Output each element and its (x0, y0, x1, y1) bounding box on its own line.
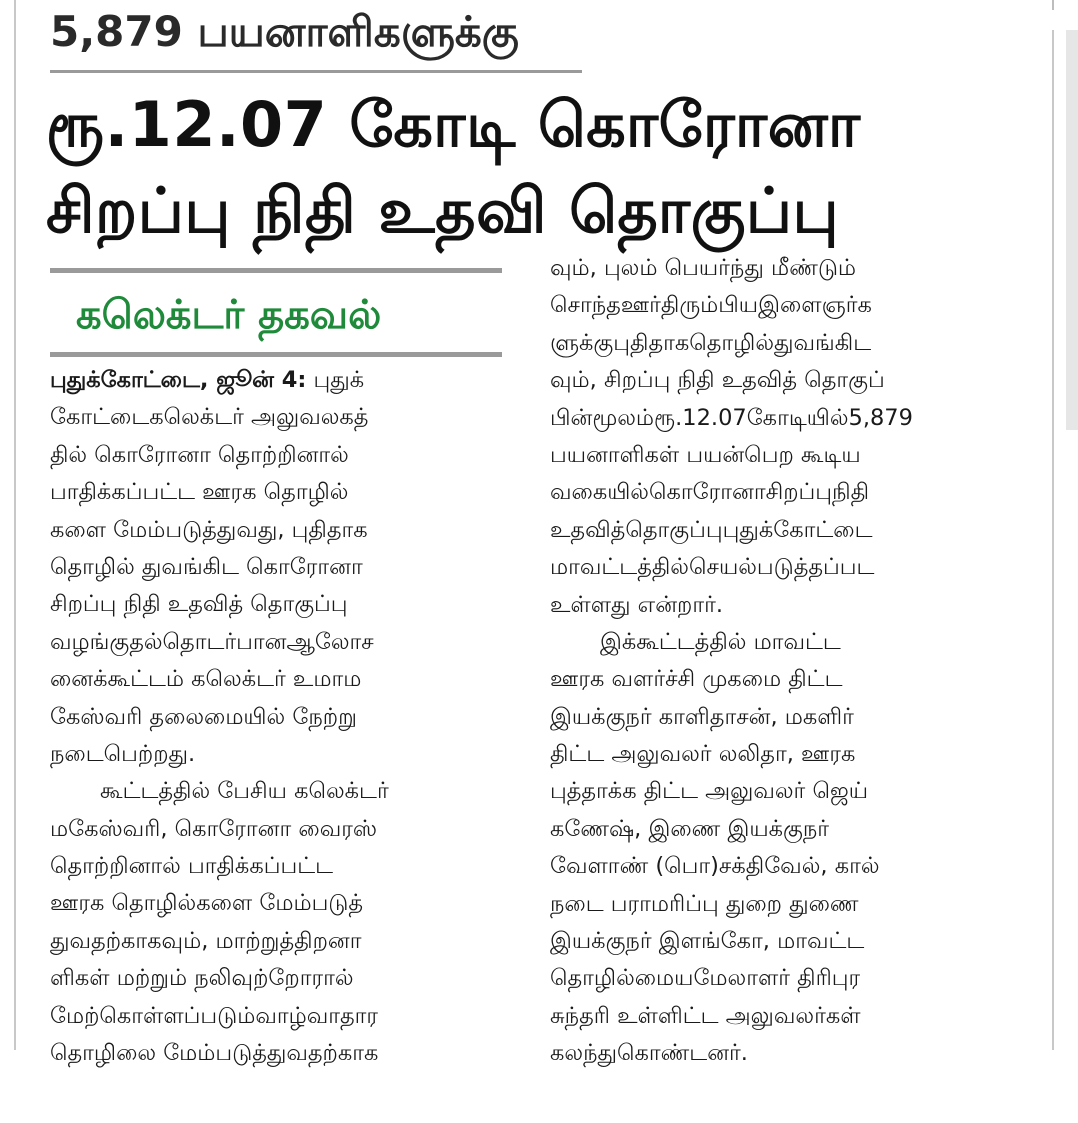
body-text-line: துவதற்காகவும், மாற்றுத்திறனா (50, 927, 362, 954)
body-text-line: கணேஷ், இணை இயக்குநர் (550, 815, 830, 842)
body-text-line: கோட்டைகலெக்டர் அலுவலகத் (50, 404, 369, 431)
body-text-line: களை மேம்படுத்துவது, புதிதாக (50, 516, 368, 543)
body-text-line: ளிகள் மற்றும் நலிவுற்றோரால் (50, 965, 354, 992)
column-border-right-top (1052, 0, 1054, 10)
body-text-line: தில் கொரோனா தொற்றினால் (50, 441, 349, 468)
body-text-line: இக்கூட்டத்தில் மாவட்ட (600, 628, 841, 655)
body-text-line: மேற்கொள்ளப்படும்வாழ்வாதார (50, 1002, 379, 1029)
body-text-line: தொழில் துவங்கிட கொரோனா (50, 553, 363, 580)
body-text-line: கேஸ்வரி தலைமையில் நேற்று (50, 703, 357, 730)
body-text-line: பயனாளிகள் பயன்பெற கூடிய (550, 441, 861, 468)
body-text-line: நடை பராமரிப்பு துறை துணை (550, 890, 859, 917)
byline: கலெக்டர் தகவல் (76, 292, 382, 338)
headline-line-2: சிறப்பு நிதி உதவி தொகுப்பு (46, 174, 840, 247)
body-text-line: இயக்குநர் இளங்கோ, மாவட்ட (550, 928, 865, 955)
body-text-line: னைக்கூட்டம் கலெக்டர் உமாம (50, 666, 362, 693)
body-text-line: பாதிக்கப்பட்ட ஊரக தொழில் (50, 479, 349, 506)
body-text-line: மாவட்டத்தில்செயல்படுத்தப்பட (550, 554, 875, 581)
kicker-underline (50, 70, 582, 73)
page-border-left (14, 0, 16, 1050)
body-text-line: இயக்குநர் காளிதாசன், மகளிர் (550, 703, 854, 730)
byline-rule-bottom (50, 352, 502, 357)
dateline: புதுக்கோட்டை, ஜூன் 4: (50, 367, 307, 393)
body-text-line: கலந்துகொண்டனர். (550, 1040, 748, 1067)
body-text-line: புத்தாக்க திட்ட அலுவலர் ஜெய் (550, 778, 869, 805)
body-text-line: தொழில்மையமேலாளர் திரிபுர (550, 965, 861, 992)
main-headline (46, 82, 861, 254)
left-column (50, 362, 389, 1072)
body-text-line: சொந்தஊர்திரும்பியஇளைஞர்க (550, 292, 872, 319)
body-text-line: பின்மூலம்ரூ.12.07கோடியில்5,879 (550, 404, 913, 431)
body-text-line: நடைபெற்றது. (50, 740, 196, 767)
adjacent-page-edge (1066, 30, 1078, 430)
body-text-line: தொற்றினால் பாதிக்கப்பட்ட (50, 853, 334, 880)
body-text-line: வும், புலம் பெயர்ந்து மீண்டும் (550, 255, 857, 281)
body-line-dateline (50, 362, 389, 399)
right-column (550, 250, 913, 1073)
kicker-headline: 5,879 பயனாளிகளுக்கு (50, 7, 519, 56)
body-text-line: வேளாண் (பொ)சக்திவேல், கால் (550, 853, 880, 880)
headline-line-1: ரூ.12.07 கோடி கொரோனா (46, 88, 861, 161)
body-text-line: ளுக்குபுதிதாகதொழில்துவங்கிட (550, 329, 872, 356)
byline-rule-top (50, 268, 502, 273)
body-text-line: வும், சிறப்பு நிதி உதவித் தொகுப் (550, 367, 885, 394)
body-text-line: வழங்குதல்தொடர்பானஆலோச (50, 628, 374, 655)
body-text-line: சிறப்பு நிதி உதவித் தொகுப்பு (50, 591, 348, 618)
body-text-line: உள்ளது என்றார். (550, 591, 724, 618)
body-text-line: ஊரக வளர்ச்சி முகமை திட்ட (550, 666, 843, 693)
body-text-line: புதுக் (313, 367, 365, 393)
body-text-line: வகையில்கொரோனாசிறப்புநிதி (550, 479, 870, 506)
body-text-line: திட்ட அலுவலர் லலிதா, ஊரக (550, 741, 856, 768)
body-text-line: உதவித்தொகுப்புபுதுக்கோட்டை (550, 516, 873, 543)
body-text-line: கூட்டத்தில் பேசிய கலெக்டர் (100, 778, 389, 805)
body-text-line: மகேஸ்வரி, கொரோனா வைரஸ் (50, 815, 378, 842)
column-border-right (1052, 30, 1054, 1050)
body-text-line: ஊரக தொழில்களை மேம்படுத் (50, 890, 364, 917)
body-text-line: சுந்தரி உள்ளிட்ட அலுவலர்கள் (550, 1002, 861, 1029)
body-text-line: தொழிலை மேம்படுத்துவதற்காக (50, 1040, 379, 1067)
